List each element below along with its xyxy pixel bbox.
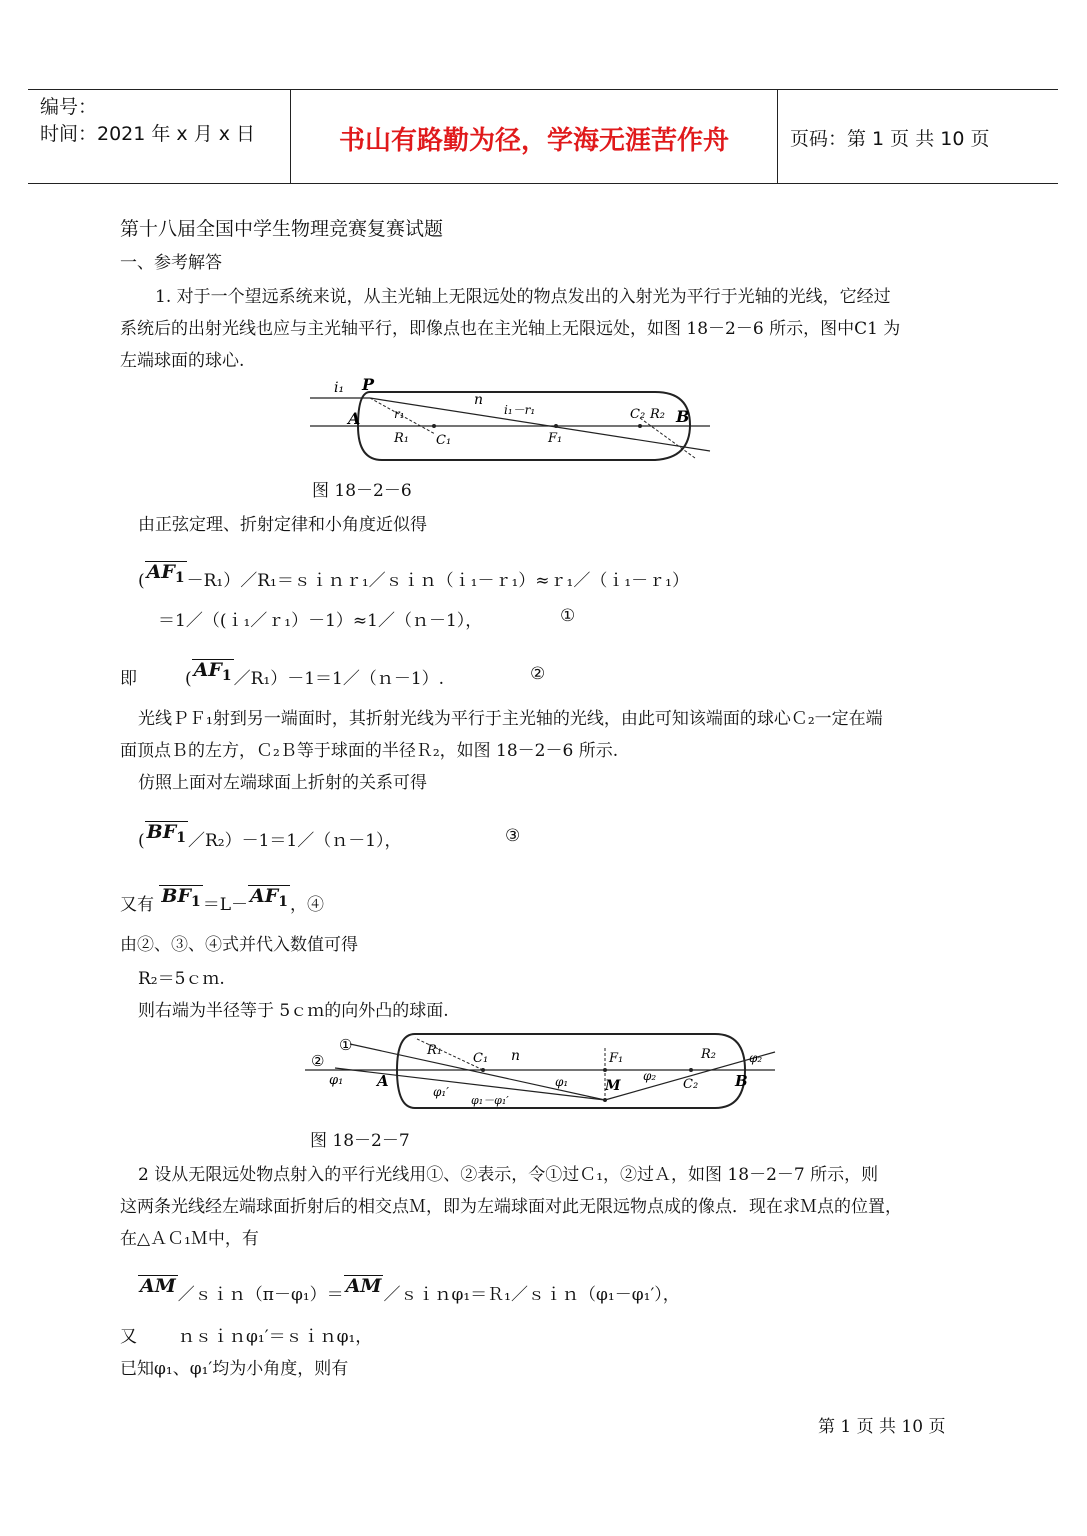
ray-2-label: ②: [311, 1052, 325, 1070]
paragraph-line: 系统后的出射光线也应与主光轴平行，即像点也在主光轴上无限远处，如图 18－2－6 所示，图中C1 为: [120, 319, 901, 339]
figure-caption: 图 18－2－7: [310, 1131, 410, 1151]
paragraph-line: 光线ＰＦ₁射到另一端面时，其折射光线为平行于主光轴的光线，由此可知该端面的球心Ｃ₂一定在端: [138, 709, 883, 729]
label-b: B: [676, 407, 690, 426]
ray-1-label: ①: [339, 1036, 353, 1054]
paragraph-line: 已知φ₁、φ₁′均为小角度，则有: [120, 1359, 349, 1379]
equation-number: ②: [530, 664, 546, 684]
paragraph-line: 1. 对于一个望远系统来说，从主光轴上无限远处的物点发出的入射光为平行于光轴的光线，它经过: [155, 287, 891, 307]
label-r2: R₂: [701, 1047, 716, 1062]
label-r1-radius: R₁: [394, 431, 409, 446]
overline-af1: $AF_1$: [250, 885, 288, 910]
page-footer: 第 1 页 共 10 页: [818, 1417, 946, 1437]
label-phi1-prime: φ₁′: [433, 1085, 449, 1099]
label-phi1: φ₁: [329, 1073, 344, 1088]
time-label: 时间：2021 年 x 月 x 日: [40, 123, 256, 145]
label-a: A: [377, 1072, 389, 1090]
equation-number: ③: [505, 826, 521, 846]
equation-6-prefix: 又: [120, 1327, 137, 1347]
overline-af1: $AF_1$: [193, 659, 232, 684]
equation-1-cont: ＝1／（(ｉ₁／ｒ₁）－1）≈1／（ｎ－1），: [158, 611, 483, 631]
paragraph-line: 则右端为半径等于 5ｃｍ的向外凸的球面.: [138, 1001, 449, 1021]
label-m: M: [605, 1078, 621, 1094]
number-label: 编号：: [40, 96, 98, 118]
equation-2: ( $AF_1$ ／R₁）－1＝1／（ｎ－1）.: [185, 659, 445, 689]
label-c2: C₂: [683, 1077, 699, 1092]
paragraph-line: 由②、③、④式并代入数值可得: [120, 935, 358, 955]
doc-title: 第十八届全国中学生物理竞赛复赛试题: [120, 218, 444, 240]
equation-number: ①: [560, 606, 576, 626]
equation-2-prefix: 即: [120, 669, 137, 689]
overline-am: AM: [345, 1275, 382, 1297]
paragraph-line: 仿照上面对左端球面上折射的关系可得: [138, 773, 427, 793]
paragraph-line: 由正弦定理、折射定律和小角度近似得: [138, 515, 427, 535]
label-n: n: [474, 392, 484, 408]
label-n: n: [511, 1048, 521, 1064]
paragraph-line: 这两条光线经左端球面折射后的相交点Ｍ，即为左端球面对此无限远物点成的像点．现在求Ｍ点的位置，: [120, 1197, 902, 1217]
label-a: A: [348, 409, 361, 428]
overline-af1: $AF_1$: [146, 561, 185, 586]
header-table: [28, 89, 1058, 184]
figure-caption: 图 18－2－6: [312, 481, 412, 501]
label-c2: C₂: [630, 407, 646, 422]
divider: [777, 90, 778, 183]
label-phi-diff: φ₁－φ₁′: [471, 1094, 509, 1107]
label-phi2-right: φ₂: [749, 1051, 763, 1065]
equation-6: ｎｓｉｎφ₁′＝ｓｉｎφ₁，: [178, 1327, 373, 1347]
overline-am: AM: [140, 1275, 176, 1297]
header-meta: [40, 94, 290, 148]
section-heading: 一、参考解答: [120, 253, 222, 273]
paragraph-line: 左端球面的球心.: [120, 351, 245, 371]
label-r1: r₁: [394, 407, 405, 421]
overline-bf1: $BF_1$: [146, 821, 186, 846]
label-f1: F₁: [609, 1051, 624, 1066]
label-p: P: [362, 378, 375, 394]
label-f1: F₁: [548, 431, 563, 446]
figure-18-2-6: [310, 378, 720, 468]
equation-5: AM ／ｓｉｎ（π－φ₁）＝ AM ／ｓｉｎφ₁＝Ｒ₁／ｓｉｎ（φ₁－φ₁′），: [140, 1275, 680, 1305]
label-c1: C₁: [473, 1051, 489, 1066]
paragraph-line: 2 设从无限远处物点射入的平行光线用①、②表示，令①过Ｃ₁，②过Ａ，如图 18－2－7 所示，则: [138, 1165, 879, 1185]
page-info: 页码：第 1 页 共 10 页: [790, 128, 990, 150]
label-phi2: φ₂: [643, 1069, 657, 1083]
paragraph-line: R₂＝5ｃｍ.: [138, 969, 225, 989]
label-b: B: [735, 1072, 748, 1090]
label-r1: R₁: [427, 1043, 442, 1058]
label-i-minus-r: i₁－r₁: [504, 403, 536, 417]
motto: 书山有路勤为径，学海无涯苦作舟: [338, 126, 729, 156]
equation-4: 又有 $BF_1 =L- AF_1$ ，④: [120, 885, 324, 915]
paragraph-line: 面顶点Ｂ的左方，Ｃ₂Ｂ等于球面的半径Ｒ₂，如图 18－2－6 所示.: [120, 741, 619, 761]
label-r2: R₂: [650, 407, 665, 422]
equation-3: ( $BF_1$ ／R₂）－1＝1／（ｎ－1），: [138, 821, 402, 851]
label-c1: C₁: [436, 433, 452, 448]
paragraph-line: 在△ＡＣ₁Ｍ中，有: [120, 1229, 259, 1249]
figure-18-2-7: [305, 1030, 780, 1114]
overline-bf1: $BF_1$: [161, 885, 201, 910]
equation-1: ( $AF_1$ －R₁）／R₁＝ｓｉｎｒ₁／ｓｉｎ（ｉ₁－ｒ₁）≈ｒ₁／（ｉ₁－ｒ₁）: [138, 561, 689, 591]
label-i1: i₁: [334, 380, 345, 396]
label-phi1-at-m: φ₁: [555, 1075, 569, 1089]
